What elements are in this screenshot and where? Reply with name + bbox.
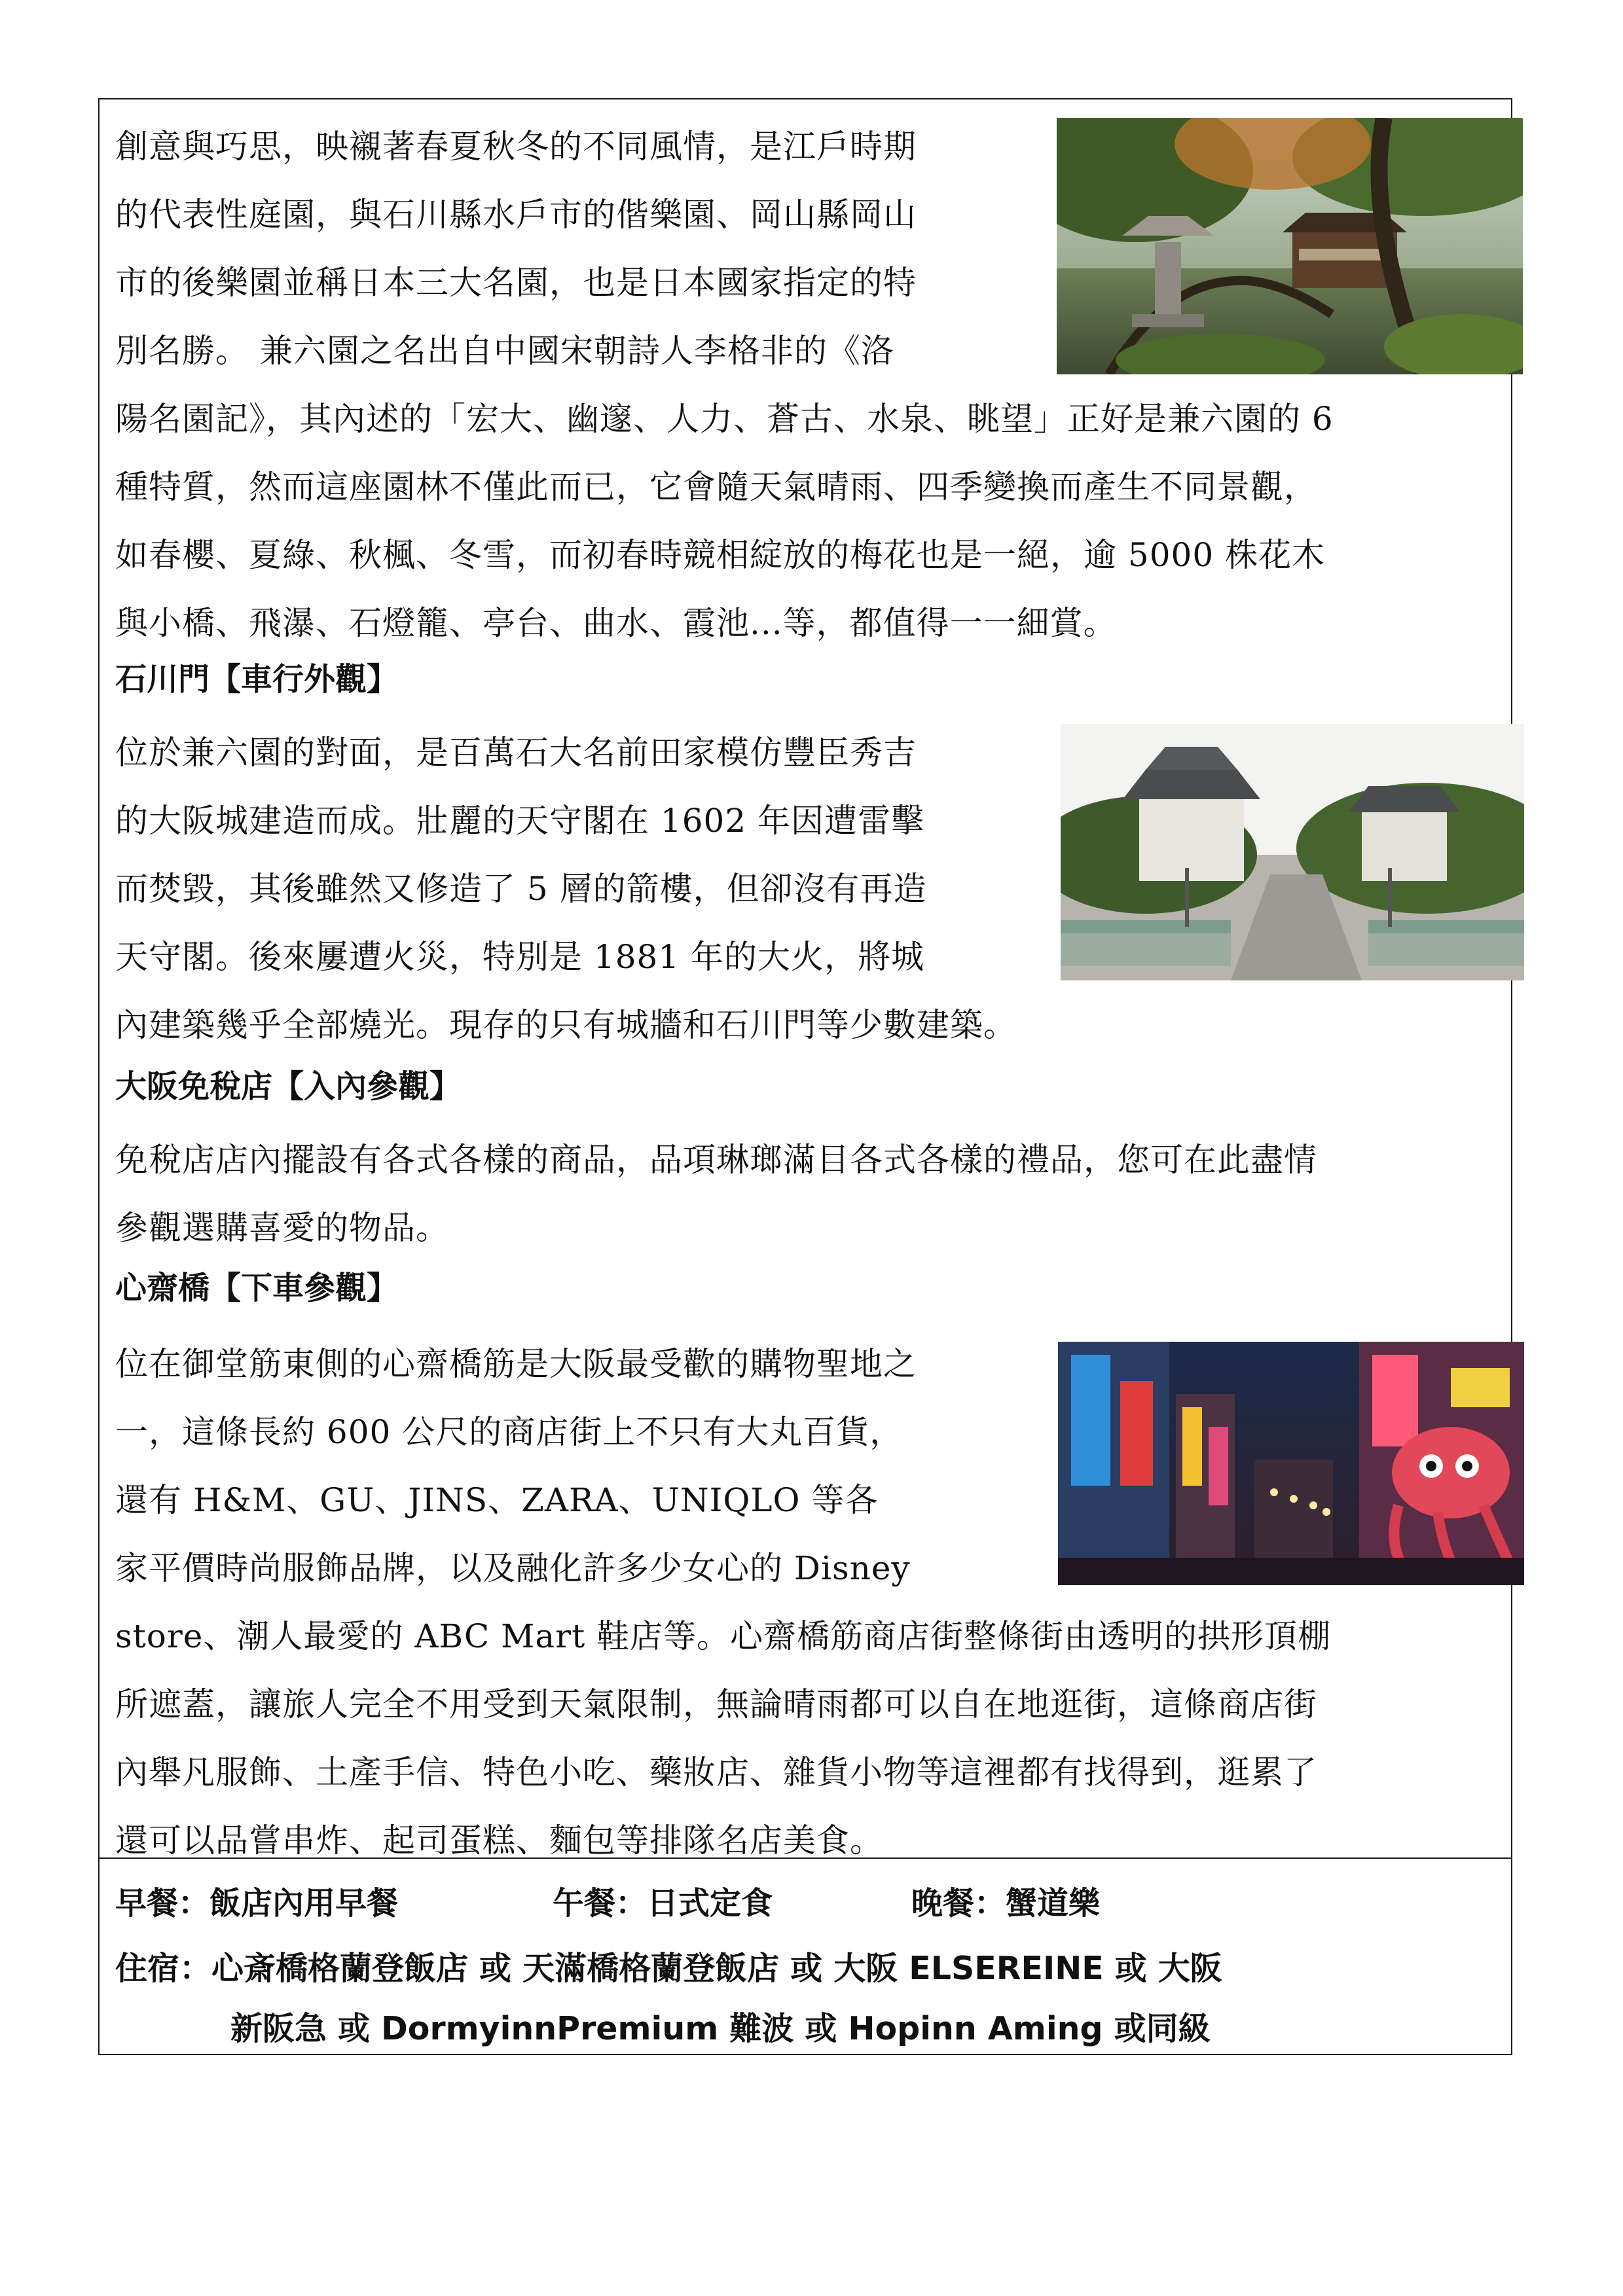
text-line: 而焚毀，其後雖然又修造了 5 層的箭樓，但卻沒有再造 [115, 870, 927, 908]
text-line: 免稅店店內擺設有各式各樣的商品，品項琳瑯滿目各式各樣的禮品，您可在此盡情 [115, 1141, 1317, 1179]
text-line: 別名勝。 兼六園之名出自中國宋朝詩人李格非的《洛 [115, 332, 894, 370]
text-line: 內舉凡服飾、土產手信、特色小吃、藥妝店、雜貨小物等這裡都有找得到，逛累了 [115, 1753, 1317, 1791]
text-line: 還可以品嘗串炸、起司蛋糕、麵包等排隊名店美食。 [115, 1821, 883, 1859]
text-line: 內建築幾乎全部燒光。現存的只有城牆和石川門等少數建築。 [115, 1006, 1017, 1044]
text-line: 的代表性庭園，與石川縣水戶市的偕樂園、岡山縣岡山 [115, 196, 917, 234]
duty-free-heading: 大阪免稅店【入內參觀】 [115, 1068, 462, 1105]
text-line: store、潮人最愛的 ABC Mart 鞋店等。心齋橋筋商店街整條街由透明的拱形頂棚 [115, 1617, 1332, 1655]
shinsaibashi-heading: 心齋橋【下車參觀】 [115, 1270, 399, 1306]
lunch-label: 午餐：日式定食 [553, 1885, 773, 1922]
text-line: 參觀選購喜愛的物品。 [115, 1209, 449, 1247]
text-line: 家平價時尚服飾品牌，以及融化許多少女心的 Disney [115, 1549, 911, 1587]
text-line: 還有 H&M、GU、JINS、ZARA、UNIQLO 等各 [115, 1481, 879, 1519]
ishikawa-gate-heading: 石川門【車行外觀】 [115, 661, 399, 698]
text-line: 天守閣。後來屢遭火災，特別是 1881 年的大火，將城 [115, 938, 925, 976]
kenrokuen-paragraph-top [115, 113, 1032, 385]
breakfast-label: 早餐：飯店內用早餐 [115, 1885, 399, 1922]
text-line: 位於兼六園的對面，是百萬石大名前田家模仿豐臣秀吉 [115, 734, 917, 772]
garden-lantern-photo [1057, 118, 1523, 374]
text-line: 位在御堂筋東側的心齋橋筋是大阪最受歡的購物聖地之 [115, 1345, 917, 1383]
text-line: 的大阪城建造而成。壯麗的天守閣在 1602 年因遭雷擊 [115, 802, 925, 840]
shinsaibashi-paragraph-bottom [115, 1602, 1497, 1874]
shinsaibashi-paragraph-top [115, 1330, 1032, 1602]
text-line: 與小橋、飛瀑、石燈籠、亭台、曲水、霞池...等，都值得一一細賞。 [115, 604, 1117, 642]
text-line: 陽名園記》，其內述的「宏大、幽邃、人力、蒼古、水泉、眺望」正好是兼六園的 6 [115, 400, 1334, 438]
text-line: 市的後樂園並稱日本三大名園，也是日本國家指定的特 [115, 264, 917, 302]
meals-row [115, 1872, 1100, 1935]
text-line: 種特質，然而這座園林不僅此而已，它會隨天氣晴雨、四季變換而產生不同景觀， [115, 468, 1317, 506]
text-line: 所遮蓋，讓旅人完全不用受到天氣限制，無論晴雨都可以自在地逛街，這條商店街 [115, 1685, 1317, 1723]
ishikawa-gate-paragraph-end [115, 991, 1497, 1059]
duty-free-paragraph [115, 1126, 1497, 1262]
dinner-label: 晚餐：蟹道樂 [911, 1885, 1101, 1922]
text-line: 如春櫻、夏綠、秋楓、冬雪，而初春時競相綻放的梅花也是一絕，逾 5000 株花木 [115, 536, 1326, 574]
lodging-line-1: 住宿：心斎橋格蘭登飯店 或 天滿橋格蘭登飯店 或 大阪 ELSEREINE 或 大阪 [115, 1950, 1222, 1987]
text-line: 創意與巧思，映襯著春夏秋冬的不同風情，是江戶時期 [115, 128, 917, 166]
shinsaibashi-night-photo [1058, 1342, 1524, 1585]
text-line: 一，這條長約 600 公尺的商店街上不只有大丸百貨， [115, 1413, 903, 1451]
ishikawa-gate-photo [1061, 724, 1524, 980]
lodging-line-2: 新阪急 或 DormyinnPremium 難波 或 Hopinn Aming 或同級 [230, 2010, 1211, 2047]
ishikawa-gate-paragraph [115, 719, 1032, 991]
kenrokuen-paragraph-bottom [115, 385, 1497, 657]
